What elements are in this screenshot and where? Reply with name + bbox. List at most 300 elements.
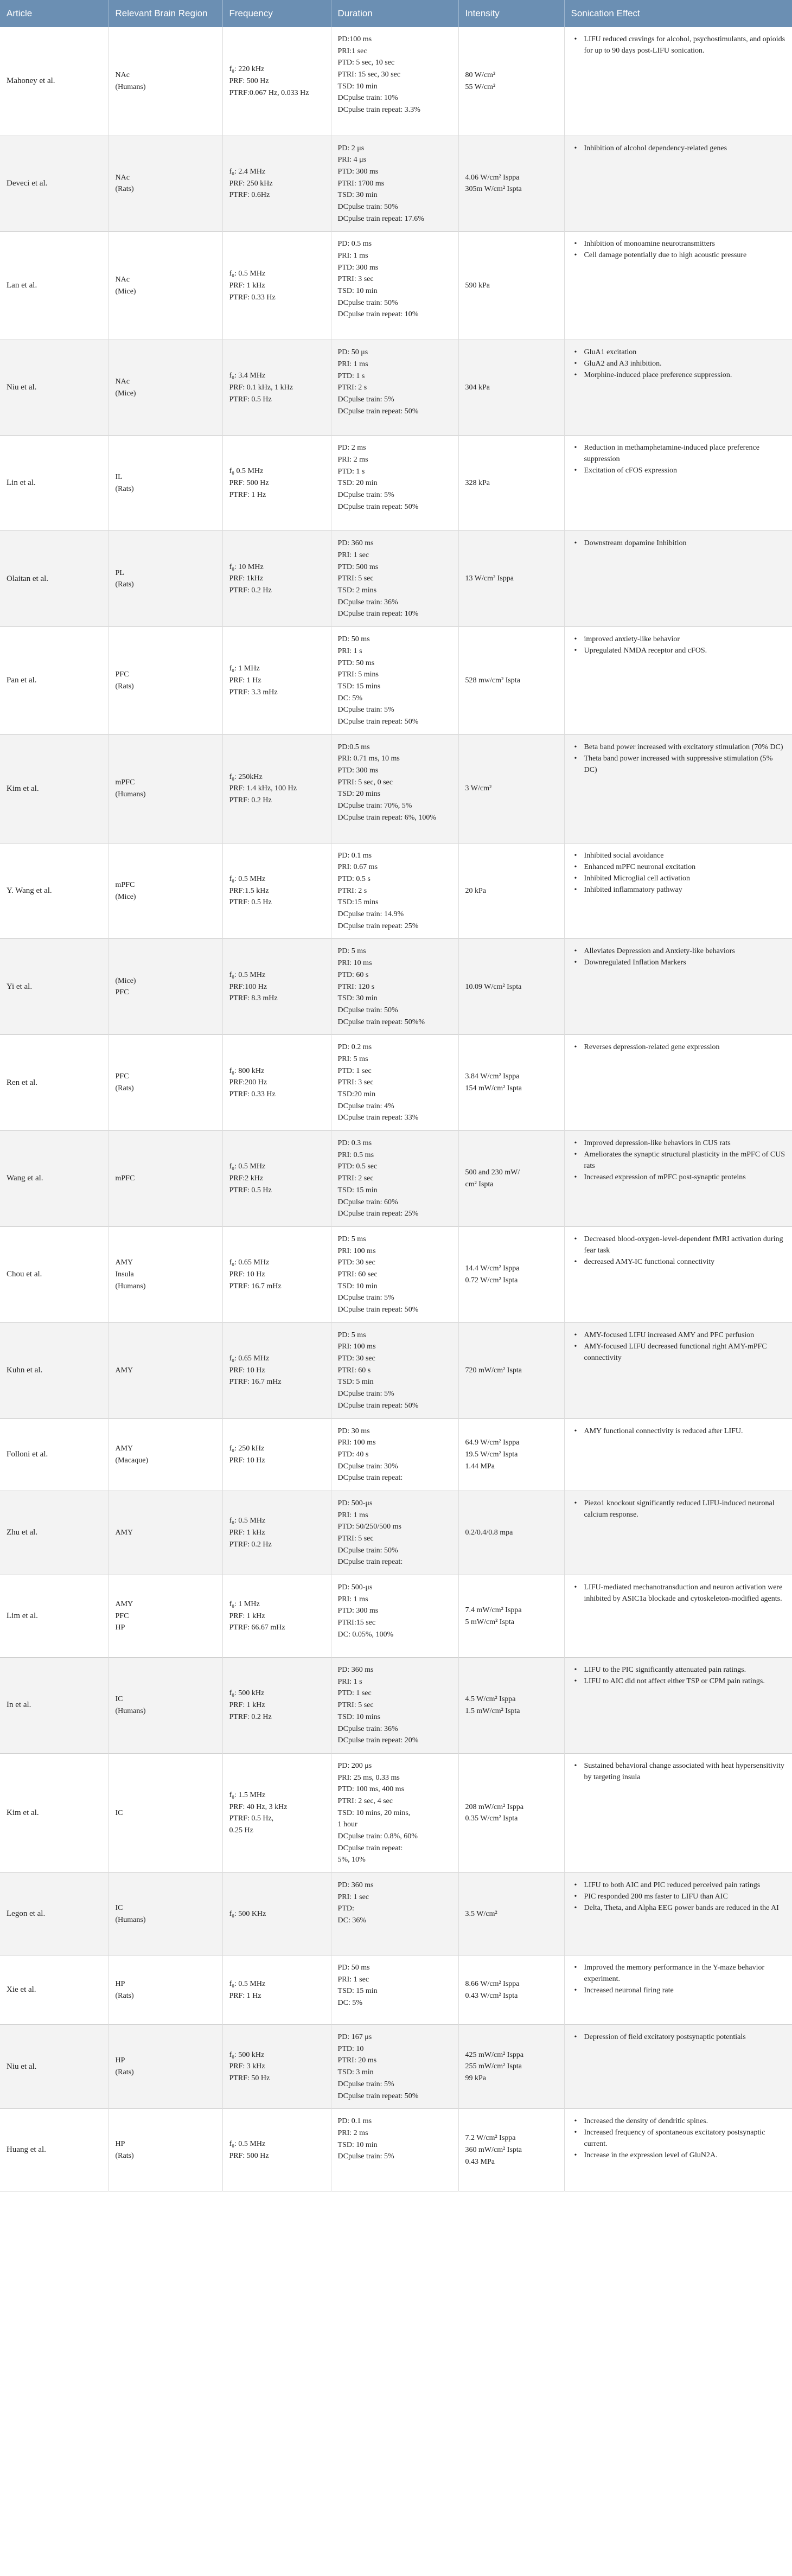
- duration-cell-line: PTRI: 15 sec, 30 sec: [337, 71, 400, 79]
- duration-cell-line: PTRI: 120 s: [337, 982, 375, 991]
- frequency-cell-line: f₀: 0.5 MHz: [229, 970, 266, 979]
- effect-item: • Alleviates Depression and Anxiety-like behaviors: [583, 945, 786, 957]
- intensity-cell: [458, 136, 564, 232]
- article-cell: Niu et al.: [0, 340, 108, 436]
- frequency-cell-line: PRF: 10 Hz: [229, 1456, 265, 1465]
- table-row: [0, 436, 792, 531]
- article-cell: Deveci et al.: [0, 136, 108, 232]
- sonication-effect-cell: [564, 939, 792, 1035]
- effect-list: [571, 1233, 786, 1268]
- duration-cell-line: PD: 0.5 ms: [337, 240, 372, 248]
- brain-region-cell-line: HP: [115, 2056, 125, 2065]
- duration-cell-line: PTD: 0.5 s: [337, 875, 371, 883]
- frequency-cell-line: f₀: 250kHz: [229, 772, 263, 781]
- brain-region-cell-line: PFC: [115, 1612, 129, 1620]
- brain-region-cell-line: (Rats): [115, 682, 134, 691]
- article-cell: Kuhn et al.: [0, 1322, 108, 1418]
- frequency-cell-line: f₀: 220 kHz: [229, 65, 265, 74]
- brain-region-cell-line: HP: [115, 1979, 125, 1988]
- effect-list: [571, 347, 786, 381]
- intensity-cell-line: 500 and 230 mW/: [465, 1168, 520, 1177]
- duration-cell-line: TSD: 20 min: [337, 479, 378, 488]
- effect-item: • Enhanced mPFC neuronal excitation: [583, 861, 786, 873]
- duration-cell-line: DCpulse train: 5%: [337, 1294, 394, 1302]
- duration-cell-line: PD: 2 μs: [337, 144, 365, 152]
- brain-region-cell-line: (Mice): [115, 976, 136, 985]
- effect-list: [571, 1962, 786, 1996]
- duration-cell-line: DCpulse train repeat: 50%: [337, 1401, 419, 1410]
- duration-cell-line: PD: 360 ms: [337, 1666, 374, 1674]
- table-row: [0, 1575, 792, 1658]
- duration-cell-line: DCpulse train: 14.9%: [337, 910, 404, 919]
- effect-item: • Inhibition of alcohol dependency-related genes: [583, 143, 786, 154]
- intensity-cell-line: 20 kPa: [465, 886, 486, 895]
- frequency-cell-line: f₀: 0.5 MHz: [229, 270, 266, 278]
- frequency-cell: [222, 734, 331, 843]
- intensity-cell: [458, 1658, 564, 1754]
- duration-cell-line: PTD: 40 s: [337, 1450, 369, 1459]
- intensity-cell-line: 3 W/cm²: [465, 784, 492, 793]
- sonication-effect-cell: [564, 1491, 792, 1575]
- intensity-cell-line: 208 mW/cm² Isppa: [465, 1802, 524, 1811]
- effect-list: [571, 742, 786, 776]
- intensity-cell: [458, 1131, 564, 1227]
- brain-region-cell-line: NAc: [115, 173, 130, 182]
- frequency-cell-line: f₀: 10 MHz: [229, 562, 264, 571]
- duration-cell-line: DCpulse train: 36%: [337, 598, 398, 606]
- article-cell: Lan et al.: [0, 232, 108, 340]
- duration-cell-line: DCpulse train: 5%: [337, 706, 394, 714]
- duration-cell-line: 1 hour: [337, 1820, 357, 1829]
- duration-cell-line: PRI: 1 ms: [337, 360, 368, 368]
- intensity-cell-line: 3.84 W/cm² Isppa: [465, 1072, 520, 1081]
- brain-region-cell-line: NAc: [115, 378, 130, 386]
- article-cell: Lin et al.: [0, 436, 108, 531]
- frequency-cell-line: PRF: 1kHz: [229, 574, 264, 583]
- frequency-cell-line: f₀: 0.5 MHz: [229, 1979, 266, 1988]
- duration-cell-line: DCpulse train repeat: 50%%: [337, 1018, 425, 1026]
- frequency-cell-line: PTRF: 0.2 Hz: [229, 1712, 272, 1721]
- duration-cell-line: PD: 500-μs: [337, 1499, 373, 1507]
- intensity-cell-line: 4.06 W/cm² Isppa: [465, 173, 520, 182]
- effect-item: • Increased neuronal firing rate: [583, 1985, 786, 1996]
- brain-region-cell: [108, 136, 222, 232]
- duration-cell-line: PTD: 50 ms: [337, 659, 375, 667]
- brain-region-cell-line: (Humans): [115, 1282, 146, 1290]
- brain-region-cell: [108, 2109, 222, 2191]
- effect-list: [571, 1426, 786, 1437]
- frequency-cell: [222, 1035, 331, 1131]
- sonication-effect-cell: [564, 843, 792, 939]
- brain-region-cell-line: (Humans): [115, 1706, 146, 1715]
- duration-cell-line: TSD: 10 mins: [337, 1712, 381, 1721]
- table-row: [0, 1035, 792, 1131]
- effect-item: • LIFU reduced cravings for alcohol, psychostimulants, and opioids for up to 90 days post-LIFU sonication.: [583, 34, 786, 56]
- article-cell: Yi et al.: [0, 939, 108, 1035]
- effect-item: • Inhibition of monoamine neurotransmitters: [583, 238, 786, 250]
- sonication-effect-cell: [564, 1035, 792, 1131]
- effect-item: • Beta band power increased with excitatory stimulation (70% DC): [583, 742, 786, 753]
- frequency-cell-line: PTRF: 0.5 Hz: [229, 898, 272, 907]
- duration-cell-line: PTD: 300 ms: [337, 263, 379, 272]
- intensity-cell-line: 80 W/cm²: [465, 71, 496, 80]
- duration-cell: [331, 1322, 458, 1418]
- frequency-cell-line: PRF: 1 Hz: [229, 1991, 261, 2000]
- brain-region-cell-line: IL: [115, 473, 123, 482]
- intensity-cell-line: 255 mW/cm² Ispta: [465, 2062, 522, 2071]
- brain-region-cell-line: (Humans): [115, 82, 146, 91]
- duration-cell-line: PTRI: 5 sec, 0 sec: [337, 778, 393, 787]
- duration-cell-line: DCpulse train: 5%: [337, 491, 394, 500]
- effect-item: • Increased expression of mPFC post-synaptic proteins: [583, 1172, 786, 1183]
- effect-item: • PIC responded 200 ms faster to LIFU than AIC: [583, 1891, 786, 1902]
- duration-cell: [331, 1955, 458, 2025]
- frequency-cell: [222, 232, 331, 340]
- frequency-cell: [222, 939, 331, 1035]
- brain-region-cell: [108, 436, 222, 531]
- intensity-cell: [458, 436, 564, 531]
- effect-list: [571, 1582, 786, 1605]
- effect-item: • GluA1 excitation: [583, 347, 786, 358]
- brain-region-cell-line: (Macaque): [115, 1456, 149, 1465]
- frequency-cell-line: PRF:2 kHz: [229, 1174, 264, 1183]
- duration-cell-line: DCpulse train repeat: 50%: [337, 1306, 419, 1314]
- brain-region-cell: [108, 1226, 222, 1322]
- effect-item: • LIFU-mediated mechanotransduction and neuron activation were inhibited by ASIC1a blockade and cytoskeleton-modified agents.: [583, 1582, 786, 1605]
- article-cell: Mahoney et al.: [0, 27, 108, 136]
- frequency-cell-line: f₀: 1 MHz: [229, 1600, 260, 1609]
- brain-region-cell: [108, 734, 222, 843]
- intensity-cell: [458, 340, 564, 436]
- brain-region-cell: [108, 1322, 222, 1418]
- table-row: [0, 939, 792, 1035]
- effect-item: • Improved depression-like behaviors in CUS rats: [583, 1137, 786, 1149]
- duration-cell-line: PRI: 0.71 ms, 10 ms: [337, 755, 400, 763]
- duration-cell-line: PTRI: 5 sec: [337, 574, 374, 583]
- effect-item: • Decreased blood-oxygen-level-dependent fMRI activation during fear task: [583, 1233, 786, 1256]
- table-row: [0, 1955, 792, 2025]
- intensity-cell: [458, 1491, 564, 1575]
- frequency-cell-line: PRF: 3 kHz: [229, 2062, 265, 2071]
- effect-item: • Reduction in methamphetamine-induced place preference suppression: [583, 442, 786, 465]
- intensity-cell: [458, 939, 564, 1035]
- duration-cell-line: PD: 50 μs: [337, 348, 368, 357]
- frequency-cell: [222, 531, 331, 627]
- duration-cell-line: PTD: 0.5 sec: [337, 1162, 378, 1171]
- brain-region-cell: [108, 2025, 222, 2109]
- frequency-cell: [222, 2025, 331, 2109]
- frequency-cell: [222, 136, 331, 232]
- frequency-cell-line: PTRF: 0.2 Hz: [229, 796, 272, 804]
- duration-cell-line: DCpulse train repeat: 50%: [337, 502, 419, 511]
- intensity-cell: [458, 1035, 564, 1131]
- frequency-cell: [222, 1226, 331, 1322]
- frequency-cell-line: PRF: 500 Hz: [229, 478, 269, 487]
- intensity-cell: [458, 1955, 564, 2025]
- duration-cell-line: PD: 0.2 ms: [337, 1043, 372, 1052]
- table-row: [0, 27, 792, 136]
- frequency-cell-line: PRF: 500 Hz: [229, 2151, 269, 2160]
- article-cell: Niu et al.: [0, 2025, 108, 2109]
- brain-region-cell-line: mPFC: [115, 778, 135, 787]
- duration-cell-line: DCpulse train repeat: 33%: [337, 1114, 419, 1122]
- article-cell: Folloni et al.: [0, 1418, 108, 1491]
- duration-cell-line: TSD:20 min: [337, 1090, 376, 1098]
- brain-region-cell-line: (Rats): [115, 484, 134, 493]
- duration-cell-line: PD: 360 ms: [337, 539, 374, 548]
- frequency-cell-line: PRF: 1.4 kHz, 100 Hz: [229, 784, 297, 793]
- frequency-cell-line: PRF:100 Hz: [229, 982, 267, 991]
- frequency-cell-line: f₀: 0.65 MHz: [229, 1258, 270, 1267]
- duration-cell-line: TSD: 20 mins: [337, 790, 381, 798]
- duration-cell-line: PTRI: 5 mins: [337, 670, 379, 679]
- brain-region-cell: [108, 1955, 222, 2025]
- duration-cell-line: PD: 5 ms: [337, 947, 366, 956]
- duration-cell: [331, 2025, 458, 2109]
- frequency-cell-line: PRF: 0.1 kHz, 1 kHz: [229, 383, 293, 392]
- brain-region-cell-line: (Rats): [115, 580, 134, 589]
- brain-region-cell: [108, 531, 222, 627]
- frequency-cell: [222, 436, 331, 531]
- column-header-frequency: Frequency: [222, 0, 331, 27]
- duration-cell-line: PD: 0.1 ms: [337, 851, 372, 860]
- duration-cell-line: PTRI: 2 s: [337, 383, 367, 392]
- duration-cell-line: PTRI: 5 sec: [337, 1535, 374, 1543]
- duration-cell-line: PD: 500-μs: [337, 1583, 373, 1592]
- article-cell: Chou et al.: [0, 1226, 108, 1322]
- brain-region-cell-line: AMY: [115, 1366, 133, 1375]
- article-cell: Wang et al.: [0, 1131, 108, 1227]
- duration-cell-line: DCpulse train: 70%, 5%: [337, 802, 412, 810]
- duration-cell-line: PTRI: 3 sec: [337, 275, 374, 284]
- intensity-cell-line: 99 kPa: [465, 2074, 486, 2082]
- table-row: [0, 2109, 792, 2191]
- duration-cell: [331, 1873, 458, 1955]
- duration-cell-line: DCpulse train: 4%: [337, 1102, 394, 1110]
- brain-region-cell-line: PL: [115, 568, 124, 577]
- duration-cell: [331, 27, 458, 136]
- header-row: [0, 0, 792, 27]
- frequency-cell-line: PTRF: 66.67 mHz: [229, 1623, 285, 1632]
- duration-cell-line: PTD: 300 ms: [337, 766, 379, 775]
- effect-list: [571, 2115, 786, 2161]
- effect-list: [571, 1041, 786, 1053]
- duration-cell-line: PTRI: 2 sec: [337, 1174, 374, 1183]
- duration-cell-line: DCpulse train repeat:: [337, 1558, 403, 1567]
- article-cell: Lim et al.: [0, 1575, 108, 1658]
- intensity-cell-line: 0.72 W/cm² Ispta: [465, 1276, 518, 1284]
- effect-list: [571, 1880, 786, 1914]
- brain-region-cell-line: AMY: [115, 1258, 133, 1267]
- intensity-cell: [458, 1873, 564, 1955]
- duration-cell-line: TSD: 10 min: [337, 1282, 378, 1290]
- frequency-cell-line: f₀: 250 kHz: [229, 1444, 265, 1453]
- effect-list: [571, 945, 786, 968]
- intensity-cell-line: 0.2/0.4/0.8 mpa: [465, 1529, 513, 1537]
- effect-item: • Sustained behavioral change associated with heat hypersensitivity by targeting insula: [583, 1760, 786, 1783]
- duration-cell-line: PD:0.5 ms: [337, 743, 370, 751]
- duration-cell-line: PRI: 25 ms, 0.33 ms: [337, 1773, 400, 1782]
- brain-region-cell: [108, 1131, 222, 1227]
- duration-cell: [331, 1658, 458, 1754]
- article-cell: Zhu et al.: [0, 1491, 108, 1575]
- effect-item: • Inhibited inflammatory pathway: [583, 884, 786, 896]
- intensity-cell-line: 5 mW/cm² Ispta: [465, 1618, 515, 1626]
- frequency-cell-line: f₀: 3.4 MHz: [229, 372, 266, 380]
- duration-cell-line: PTRI:15 sec: [337, 1619, 376, 1627]
- effect-list: [571, 143, 786, 154]
- duration-cell-line: TSD: 15 min: [337, 1987, 378, 1996]
- effect-list: [571, 850, 786, 896]
- duration-cell-line: PD: 50 ms: [337, 1964, 370, 1972]
- duration-cell-line: TSD: 30 min: [337, 994, 378, 1003]
- frequency-cell-line: PTRF: 0.5 Hz,: [229, 1814, 274, 1823]
- frequency-cell: [222, 340, 331, 436]
- table-row: [0, 1658, 792, 1754]
- duration-cell-line: DCpulse train repeat: 20%: [337, 1736, 419, 1745]
- duration-cell-line: DCpulse train: 10%: [337, 94, 398, 103]
- frequency-cell: [222, 1322, 331, 1418]
- frequency-cell: [222, 1575, 331, 1658]
- effect-list: [571, 34, 786, 56]
- effect-item: • Downregulated Inflation Markers: [583, 957, 786, 968]
- brain-region-cell-line: IC: [115, 1808, 123, 1817]
- brain-region-cell-line: AMY: [115, 1600, 133, 1609]
- sonication-effect-cell: [564, 2025, 792, 2109]
- effect-item: • Theta band power increased with suppressive stimulation (5% DC): [583, 753, 786, 776]
- effect-list: [571, 1329, 786, 1364]
- duration-cell-line: TSD: 10 min: [337, 82, 378, 91]
- table-row: [0, 1491, 792, 1575]
- article-cell: In et al.: [0, 1658, 108, 1754]
- brain-region-cell: [108, 232, 222, 340]
- duration-cell-line: PRI: 100 ms: [337, 1439, 376, 1447]
- brain-region-cell-line: (Rats): [115, 1084, 134, 1093]
- duration-cell: [331, 1753, 458, 1872]
- effect-item: • Delta, Theta, and Alpha EEG power bands are reduced in the AI: [583, 1902, 786, 1914]
- duration-cell-line: PTD: 60 s: [337, 970, 369, 979]
- sonication-effect-cell: [564, 27, 792, 136]
- intensity-cell-line: 55 W/cm²: [465, 82, 496, 91]
- brain-region-cell-line: NAc: [115, 71, 130, 80]
- duration-cell-line: PD: 30 ms: [337, 1427, 370, 1435]
- brain-region-cell-line: (Rats): [115, 2068, 134, 2077]
- effect-item: • LIFU to AIC did not affect either TSP or CPM pain ratings.: [583, 1676, 786, 1687]
- duration-cell-line: DCpulse train repeat:: [337, 1474, 403, 1482]
- duration-cell: [331, 1575, 458, 1658]
- effect-item: • LIFU to both AIC and PIC reduced perceived pain ratings: [583, 1880, 786, 1891]
- sonication-effect-cell: [564, 436, 792, 531]
- intensity-cell-line: 14.4 W/cm² Isppa: [465, 1264, 520, 1273]
- article-cell: Ren et al.: [0, 1035, 108, 1131]
- duration-cell-line: PRI: 1 s: [337, 1677, 362, 1686]
- effect-item: • Piezo1 knockout significantly reduced LIFU-induced neuronal calcium response.: [583, 1498, 786, 1520]
- brain-region-cell-line: AMY: [115, 1444, 133, 1453]
- table-row: [0, 340, 792, 436]
- intensity-cell: [458, 27, 564, 136]
- frequency-cell-line: PTRF:0.067 Hz, 0.033 Hz: [229, 88, 309, 97]
- effect-item: • Ameliorates the synaptic structural plasticity in the mPFC of CUS rats: [583, 1149, 786, 1172]
- duration-cell-line: PTD:: [337, 1904, 354, 1913]
- effect-item: • Morphine-induced place preference suppression.: [583, 369, 786, 381]
- table-row: [0, 627, 792, 735]
- article-cell: Huang et al.: [0, 2109, 108, 2191]
- frequency-cell-line: PTRF: 0.2 Hz: [229, 1540, 272, 1549]
- duration-cell-line: PRI: 4 μs: [337, 156, 367, 164]
- effect-list: [571, 538, 786, 549]
- brain-region-cell: [108, 27, 222, 136]
- brain-region-cell: [108, 1418, 222, 1491]
- duration-cell-line: DCpulse train: 5%: [337, 2152, 394, 2161]
- frequency-cell-line: f₀: 500 kHz: [229, 1689, 265, 1698]
- brain-region-cell-line: PFC: [115, 1072, 129, 1081]
- duration-cell-line: PTD: 300 ms: [337, 1607, 379, 1615]
- frequency-cell-line: PRF: 10 Hz: [229, 1270, 265, 1279]
- intensity-cell-line: 360 mW/cm² Ispta: [465, 2145, 522, 2154]
- frequency-cell-line: f₀: 2.4 MHz: [229, 167, 266, 176]
- intensity-cell-line: 10.09 W/cm² Ispta: [465, 982, 522, 991]
- effect-item: • decreased AMY-IC functional connectivity: [583, 1256, 786, 1268]
- frequency-cell-line: f₀: 0.5 MHz: [229, 1517, 266, 1525]
- duration-cell: [331, 1226, 458, 1322]
- duration-cell-line: DCpulse train: 5%: [337, 1390, 394, 1398]
- article-cell: Kim et al.: [0, 1753, 108, 1872]
- frequency-cell: [222, 1873, 331, 1955]
- effect-item: • Inhibited social avoidance: [583, 850, 786, 861]
- duration-cell-line: PTRI: 60 sec: [337, 1270, 378, 1279]
- duration-cell-line: PRI: 100 ms: [337, 1247, 376, 1255]
- sonication-effect-cell: [564, 1226, 792, 1322]
- duration-cell-line: TSD:15 mins: [337, 898, 379, 907]
- duration-cell-line: DCpulse train repeat: 25%: [337, 1210, 419, 1218]
- intensity-cell-line: 328 kPa: [465, 478, 490, 487]
- sonication-effect-cell: [564, 1131, 792, 1227]
- frequency-cell-line: f₀: 1 MHz: [229, 664, 260, 673]
- duration-cell-line: DCpulse train: 50%: [337, 202, 398, 211]
- sonication-effect-cell: [564, 232, 792, 340]
- brain-region-cell: [108, 1491, 222, 1575]
- duration-cell-line: PTD: 1 s: [337, 372, 365, 380]
- table-row: [0, 1753, 792, 1872]
- duration-cell-line: PD: 0.1 ms: [337, 2117, 372, 2126]
- effect-item: • Excitation of cFOS expression: [583, 465, 786, 476]
- column-header-region: Relevant Brain Region: [108, 0, 222, 27]
- intensity-cell-line: 8.66 W/cm² Isppa: [465, 1979, 520, 1988]
- frequency-cell-line: PRF: 1 kHz: [229, 1701, 265, 1710]
- table-row: [0, 232, 792, 340]
- frequency-cell-line: PTRF: 16.7 mHz: [229, 1282, 282, 1290]
- duration-cell-line: DCpulse train: 5%: [337, 2080, 394, 2088]
- table-row: [0, 1873, 792, 1955]
- brain-region-cell-line: IC: [115, 1695, 123, 1704]
- sonication-effect-cell: [564, 340, 792, 436]
- duration-cell-line: DCpulse train repeat: 50%: [337, 717, 419, 726]
- brain-region-cell: [108, 1575, 222, 1658]
- frequency-cell-line: f₀: 0.5 MHz: [229, 2140, 266, 2148]
- effect-item: • Improved the memory performance in the Y-maze behavior experiment.: [583, 1962, 786, 1985]
- duration-cell-line: DCpulse train: 36%: [337, 1724, 398, 1733]
- duration-cell-line: PD: 2 ms: [337, 444, 366, 452]
- intensity-cell-line: 1.5 mW/cm² Ispta: [465, 1706, 520, 1715]
- brain-region-cell: [108, 1658, 222, 1754]
- frequency-cell: [222, 627, 331, 735]
- duration-cell-line: PRI: 2 ms: [337, 456, 368, 464]
- duration-cell-line: PRI:1 sec: [337, 47, 367, 55]
- frequency-cell-line: PTRF: 0.2 Hz: [229, 586, 272, 595]
- intensity-cell: [458, 531, 564, 627]
- article-cell: Y. Wang et al.: [0, 843, 108, 939]
- duration-cell-line: PTRI: 3 sec: [337, 1078, 374, 1087]
